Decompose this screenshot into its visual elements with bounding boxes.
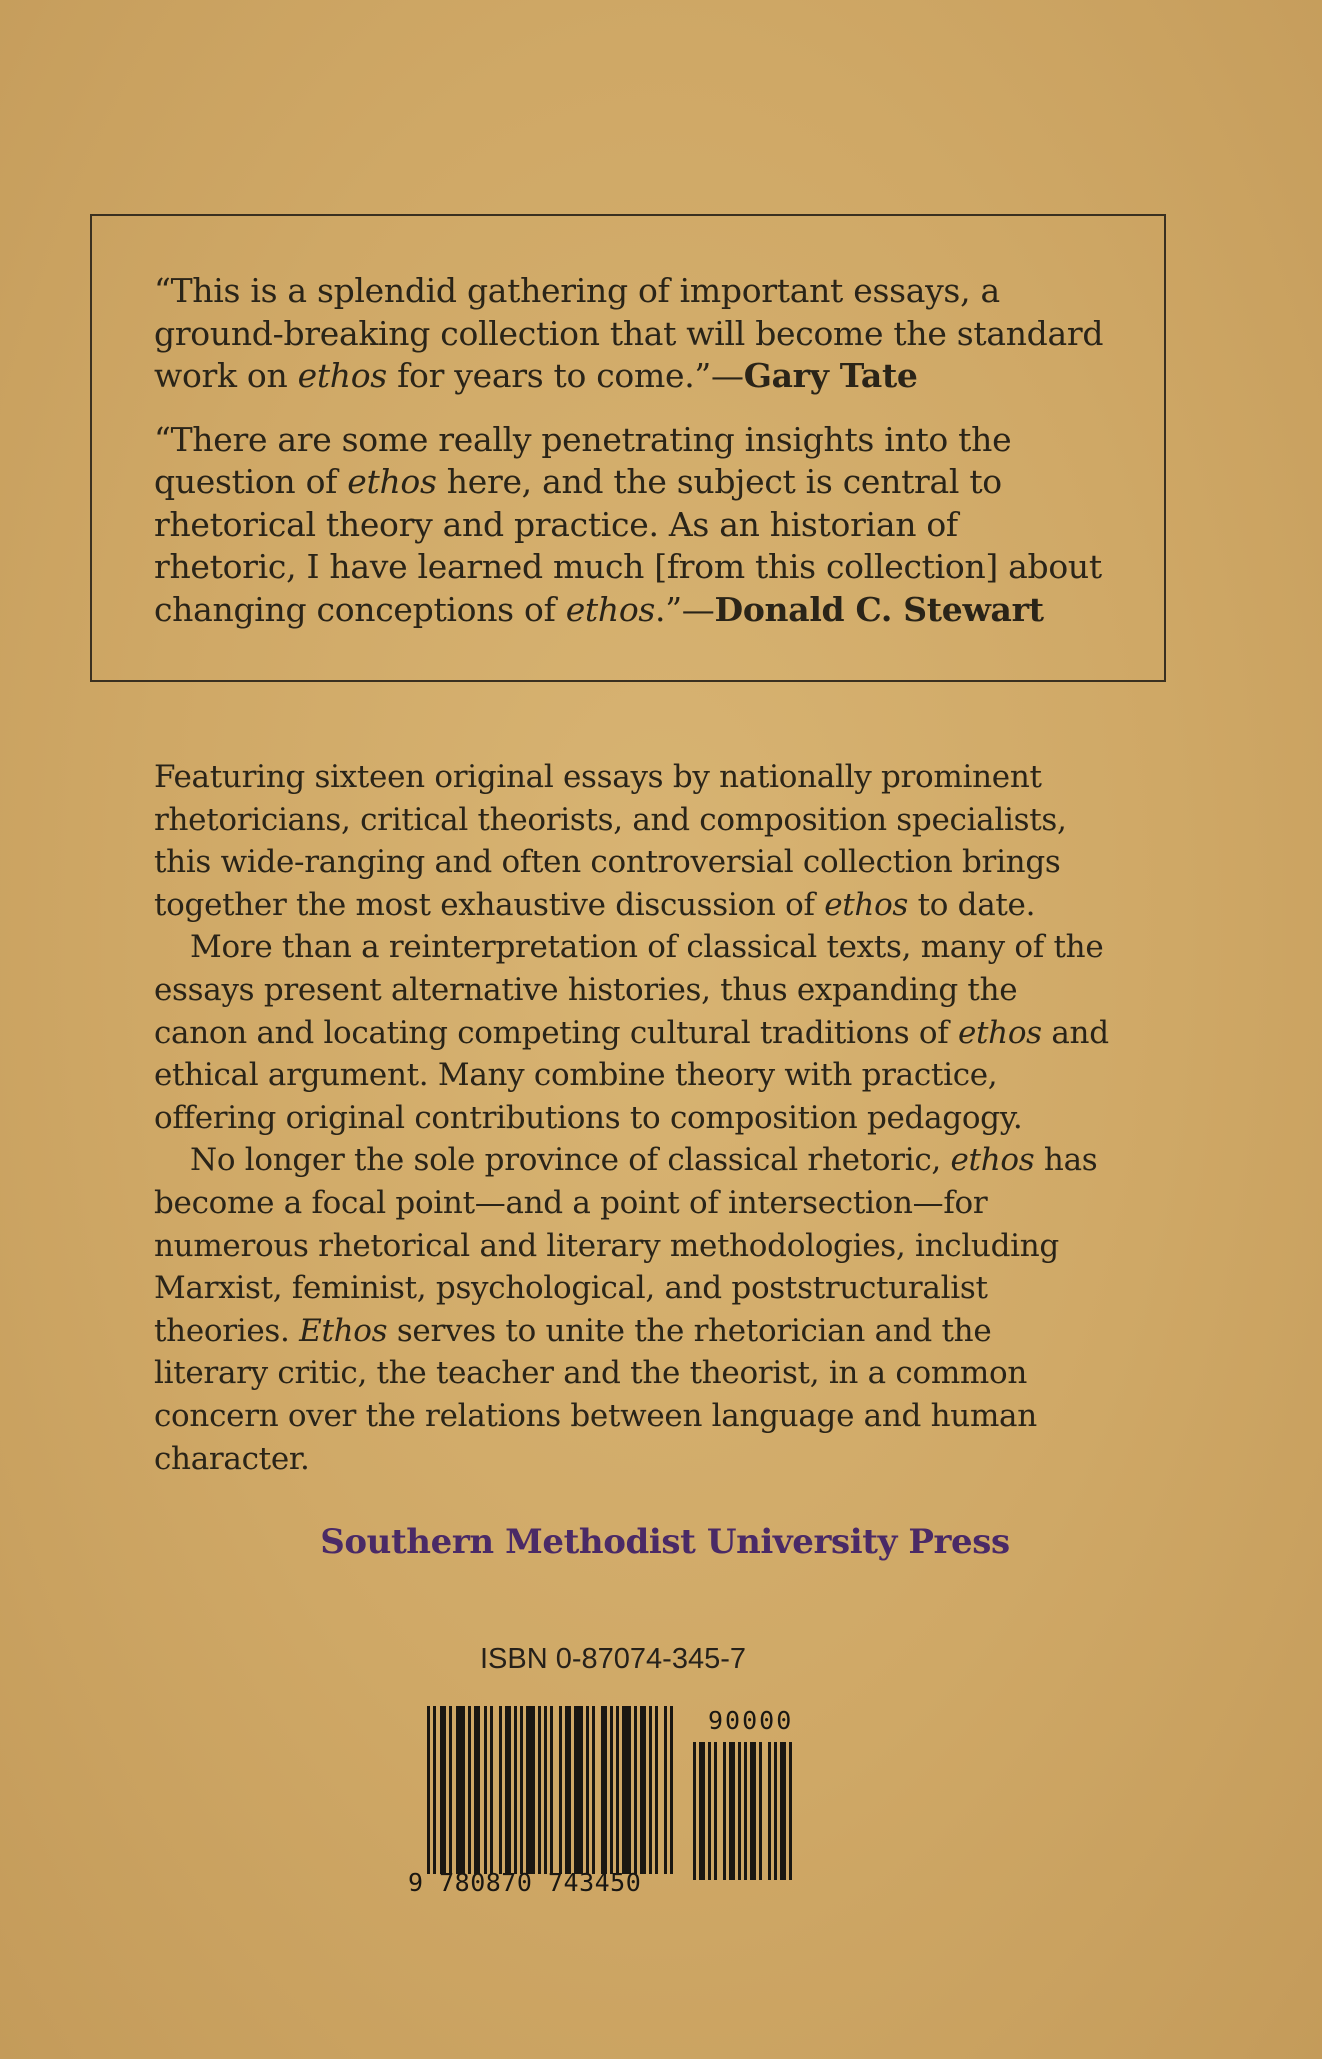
barcode-bar <box>433 1706 436 1874</box>
description-paragraph: More than a reinterpretation of classical texts, many of the essays present alternative histories, thus expanding the canon and locating competing cultural traditions of ethos and ethical argument. Many combine theory with practice, offering original contributions to composition pedagogy. <box>154 929 1109 1136</box>
ean-barcode <box>427 1706 667 1874</box>
barcode-bar <box>505 1706 511 1874</box>
barcode-bar <box>484 1706 487 1874</box>
barcode-bar <box>634 1706 637 1874</box>
barcode-bar <box>559 1706 562 1874</box>
barcode-bar <box>744 1742 747 1880</box>
book-description <box>154 756 1114 1480</box>
barcode-bar <box>592 1706 595 1874</box>
barcode-bar <box>490 1706 493 1874</box>
barcode-bar <box>449 1706 452 1874</box>
barcode-ean-digits: 9 780870 743450 <box>408 1868 642 1897</box>
barcode-bar <box>514 1706 517 1874</box>
barcode-addon-digits: 90000 <box>708 1706 794 1735</box>
barcode-bar <box>699 1742 705 1880</box>
barcode-bar <box>499 1706 502 1874</box>
barcode-bar <box>768 1742 771 1880</box>
barcode-bar <box>714 1742 717 1880</box>
barcode-bar <box>601 1706 607 1874</box>
description-paragraph: No longer the sole province of classical rhetoric, ethos has become a focal point—and a point of intersection—for numerous rhetorical and literary methodologies, including Marxist, feminist, psychological, and poststructuralist theories. Ethos serves to unite the rhetorician and the literary critic, the teacher and the theorist, in a common concern over the relations between language and human character. <box>154 1142 1098 1477</box>
barcode-bar <box>468 1706 471 1874</box>
barcode-bar <box>610 1706 613 1874</box>
barcode-bar <box>427 1706 430 1874</box>
barcode-bar <box>774 1742 777 1880</box>
barcode-bar <box>520 1706 523 1874</box>
barcode-bar <box>440 1706 446 1874</box>
barcode-bar <box>622 1706 631 1874</box>
barcode-bar <box>780 1742 786 1880</box>
barcode-bar <box>565 1706 571 1874</box>
barcode-bar <box>550 1706 553 1874</box>
review-quote-1: “This is a splendid gathering of important essays, a ground-breaking collection that will become the standard work on ethos for years to come.”—Gary Tate <box>154 271 1104 395</box>
review-quote-2: “There are some really penetrating insights into the question of ethos here, and the subject is central to rhetorical theory and practice. As an historian of rhetoric, I have learned much [from this collection] about changing conceptions of ethos.”—Donald C. Stewart <box>154 419 1102 629</box>
barcode-bar <box>729 1742 735 1880</box>
barcode-bar <box>759 1742 762 1880</box>
barcode-bar <box>526 1706 535 1874</box>
barcode-bar <box>544 1706 547 1874</box>
barcode-bar <box>655 1706 658 1874</box>
barcode-bar <box>586 1706 589 1874</box>
barcode-bar <box>750 1742 756 1880</box>
description-paragraph: Featuring sixteen original essays by nationally prominent rhetoricians, critical theorists, and composition specialists, this wide-ranging and often controversial collection brings together the most exhaustive discussion of ethos to date. <box>154 759 1067 923</box>
barcode-bar <box>789 1742 792 1880</box>
barcode-bar <box>574 1706 583 1874</box>
barcode-bar <box>456 1706 465 1874</box>
barcode-bar <box>640 1706 646 1874</box>
review-quotes-box <box>90 214 1166 682</box>
barcode-bar <box>474 1706 480 1874</box>
barcode-bar <box>693 1742 696 1880</box>
publisher-name: Southern Methodist University Press <box>320 1522 1010 1562</box>
barcode-bar <box>616 1706 619 1874</box>
quote-attribution: Donald C. Stewart <box>714 589 1044 629</box>
barcode-bar <box>708 1742 711 1880</box>
addon-barcode <box>693 1742 813 1880</box>
barcode-bar <box>738 1742 741 1880</box>
barcode-bar <box>538 1706 541 1874</box>
isbn-number: ISBN 0-87074-345-7 <box>480 1643 746 1675</box>
barcode-bar <box>649 1706 652 1874</box>
barcode-bar <box>723 1742 726 1880</box>
barcode-bar <box>664 1706 667 1874</box>
barcode-bar <box>670 1706 673 1874</box>
quote-attribution: Gary Tate <box>743 356 918 395</box>
